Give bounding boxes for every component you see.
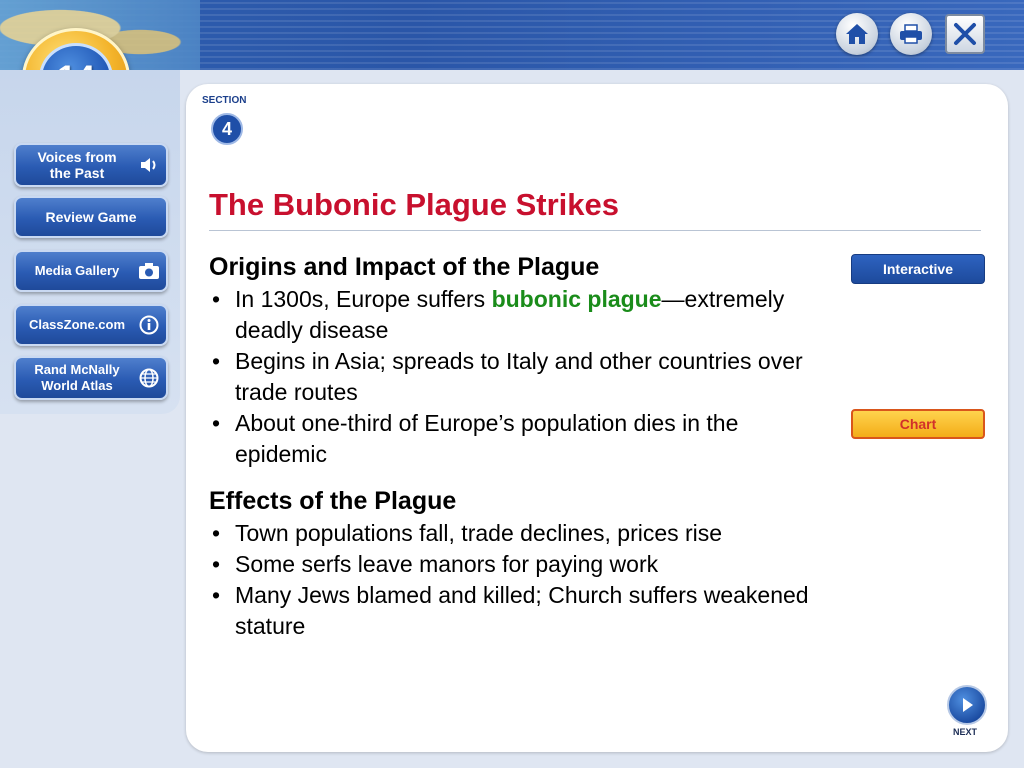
list-item: • In 1300s, Europe suffers bubonic plague—extremely deadly disease	[209, 284, 809, 346]
close-icon	[945, 14, 985, 54]
printer-icon	[890, 13, 932, 55]
nav-classzone[interactable]: ClassZone.com	[14, 304, 168, 346]
list-item: • Town populations fall, trade declines, prices rise	[209, 518, 809, 549]
nav-voices-from-the-past[interactable]	[14, 143, 168, 187]
page-title: The Bubonic Plague Strikes	[209, 187, 619, 222]
interactive-button[interactable]: Interactive	[851, 254, 985, 284]
nav-media-gallery[interactable]: Media Gallery	[14, 250, 168, 292]
nav-review-game[interactable]: Review Game	[14, 196, 168, 238]
origins-bullet-list	[209, 284, 809, 470]
speaker-icon	[138, 154, 160, 176]
home-button[interactable]	[836, 13, 878, 55]
list-item: • About one-third of Europe’s population dies in the epidemic	[209, 408, 809, 470]
globe-icon	[138, 367, 160, 389]
next-label: NEXT	[953, 727, 978, 737]
nav-label: Rand McNally World Atlas	[34, 362, 120, 393]
title-divider	[209, 230, 981, 231]
next-button[interactable]	[947, 685, 987, 725]
section-label: SECTION	[202, 95, 247, 106]
keyword-term: bubonic plague	[491, 286, 662, 312]
nav-label: Voices from the Past	[37, 149, 117, 181]
list-item: • Many Jews blamed and killed; Church suffers weakened stature	[209, 580, 809, 642]
play-arrow-icon	[958, 696, 976, 714]
nav-rand-mcnally-world-atlas[interactable]	[14, 356, 168, 400]
home-icon	[836, 13, 878, 55]
camera-icon	[138, 260, 160, 282]
chart-button[interactable]: Chart	[851, 409, 985, 439]
close-button[interactable]	[944, 13, 986, 55]
list-item: • Begins in Asia; spreads to Italy and other countries over trade routes	[209, 346, 809, 408]
print-button[interactable]	[890, 13, 932, 55]
effects-bullet-list	[209, 518, 809, 642]
list-item: • Some serfs leave manors for paying work	[209, 549, 809, 580]
heading-origins: Origins and Impact of the Plague	[209, 253, 600, 281]
heading-effects: Effects of the Plague	[209, 487, 457, 515]
info-globe-icon	[138, 314, 160, 336]
section-number: 4	[211, 113, 243, 145]
